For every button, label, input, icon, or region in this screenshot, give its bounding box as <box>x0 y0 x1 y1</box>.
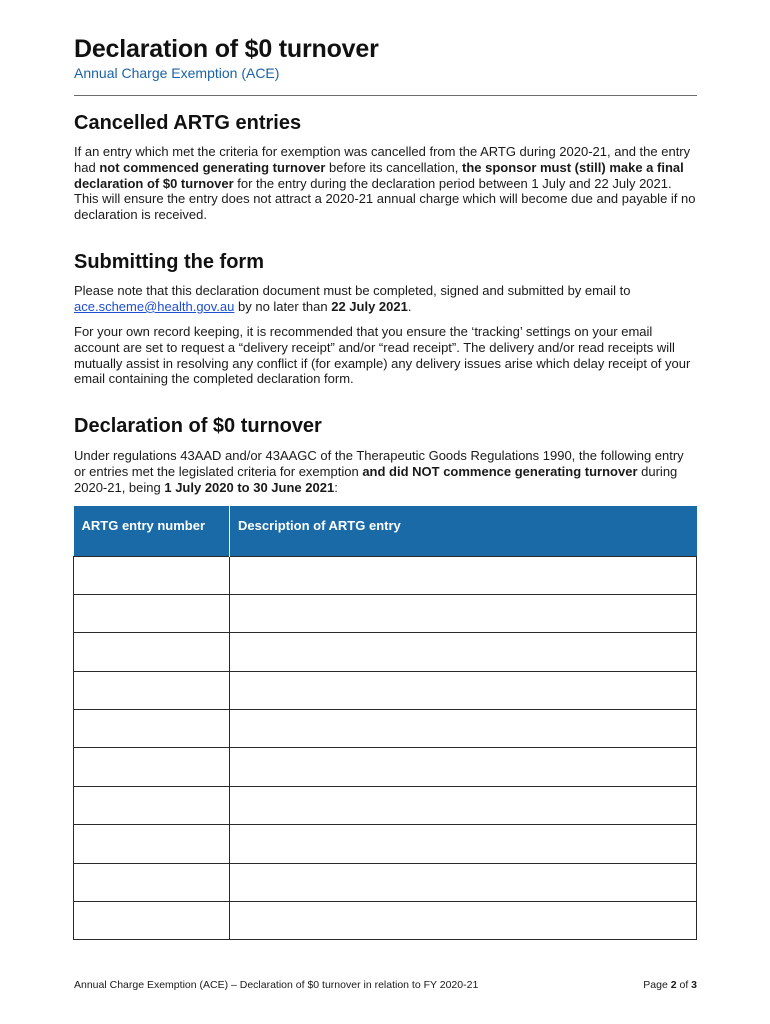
artg-description-cell[interactable] <box>230 863 697 901</box>
cancelled-text-1: If an entry which met the criteria for exemption was cancelled from the ARTG during 2020-21, and the entry had <box>74 144 691 175</box>
email-link[interactable]: ace.scheme@health.gov.au <box>74 298 235 314</box>
table-header-row <box>74 506 697 556</box>
cancelled-paragraph <box>74 144 697 223</box>
cancelled-text-4: the sponsor must (still) make a final declaration of $0 turnover <box>74 159 684 191</box>
header-artg-description: Description of ARTG entry <box>230 506 697 556</box>
table-row <box>74 594 697 632</box>
table-row <box>74 710 697 748</box>
header-artg-entry-number: ARTG entry number <box>74 506 230 556</box>
declaration-text-4: : <box>334 479 338 495</box>
artg-description-cell[interactable] <box>230 671 697 709</box>
document-title: Declaration of $0 turnover <box>74 35 379 63</box>
footer-document-title: Annual Charge Exemption (ACE) – Declaration of $0 turnover in relation to FY 2020-21 <box>74 979 479 991</box>
document-subtitle: Annual Charge Exemption (ACE) <box>74 65 280 81</box>
cancelled-text-5: for the entry during the declaration period between 1 July and 22 July 2021. This will ensure the entry does not attract a 2020-21 annual charge which will become due and payable if no declaration is received. <box>74 175 696 223</box>
section-heading-declaration: Declaration of $0 turnover <box>74 415 322 437</box>
artg-description-cell[interactable] <box>230 902 697 940</box>
artg-entry-number-cell[interactable] <box>74 825 230 863</box>
table-row <box>74 825 697 863</box>
artg-entry-number-cell[interactable] <box>74 671 230 709</box>
footer-page-of: of <box>676 979 692 991</box>
footer-page-number <box>643 979 697 992</box>
artg-entry-number-cell[interactable] <box>74 710 230 748</box>
artg-entry-number-cell[interactable] <box>74 556 230 594</box>
artg-description-cell[interactable] <box>230 633 697 671</box>
declaration-paragraph <box>74 448 697 495</box>
declaration-text-2: and did NOT commence generating turnover <box>362 463 638 479</box>
artg-entry-number-cell[interactable] <box>74 748 230 786</box>
table-row <box>74 902 697 940</box>
artg-entry-number-cell[interactable] <box>74 633 230 671</box>
table-row <box>74 671 697 709</box>
submitting-text-2: by no later than <box>234 298 332 314</box>
cancelled-text-2: not commenced generating turnover <box>99 159 326 175</box>
section-heading-submitting: Submitting the form <box>74 251 264 273</box>
table-row <box>74 556 697 594</box>
cancelled-text-3: before its cancellation, <box>325 159 462 175</box>
submitting-paragraph-1 <box>74 283 697 315</box>
artg-description-cell[interactable] <box>230 825 697 863</box>
declaration-text-3: during 2020-21, being <box>74 463 678 495</box>
submitting-deadline: 22 July 2021 <box>331 298 408 314</box>
submitting-paragraph-2: For your own record keeping, it is recommended that you ensure the ‘tracking’ settings on your email account are set to request a “delivery receipt” and/or “read receipt”. The delivery and/or read receipts will mutually assist in resolving any conflict if (for example) any delivery issues arise which delay receipt of your email containing the completed declaration form. <box>74 324 691 387</box>
footer-page-total: 3 <box>691 979 697 991</box>
title-divider <box>74 95 697 96</box>
artg-description-cell[interactable] <box>230 710 697 748</box>
submitting-text-1: Please note that this declaration document must be completed, signed and submitted by email to <box>74 283 631 298</box>
table-row <box>74 748 697 786</box>
table-row <box>74 786 697 824</box>
section-heading-cancelled: Cancelled ARTG entries <box>74 112 302 134</box>
artg-description-cell[interactable] <box>230 556 697 594</box>
artg-entry-number-cell[interactable] <box>74 594 230 632</box>
footer-page-prefix: Page <box>643 979 671 991</box>
artg-entry-number-cell[interactable] <box>74 786 230 824</box>
declaration-period: 1 July 2020 to 30 June 2021 <box>164 479 335 495</box>
submitting-text-3: . <box>407 298 412 314</box>
declaration-text-1: Under regulations 43AAD and/or 43AAGC of the Therapeutic Goods Regulations 1990, the following entry or entries met the legislated criteria for exemption <box>74 448 684 479</box>
table-row <box>74 863 697 901</box>
footer-page-current: 2 <box>670 979 677 991</box>
artg-description-cell[interactable] <box>230 786 697 824</box>
artg-entry-number-cell[interactable] <box>74 902 230 940</box>
table-row <box>74 633 697 671</box>
artg-description-cell[interactable] <box>230 594 697 632</box>
artg-description-cell[interactable] <box>230 748 697 786</box>
artg-entries-table <box>73 506 697 940</box>
artg-entry-number-cell[interactable] <box>74 863 230 901</box>
